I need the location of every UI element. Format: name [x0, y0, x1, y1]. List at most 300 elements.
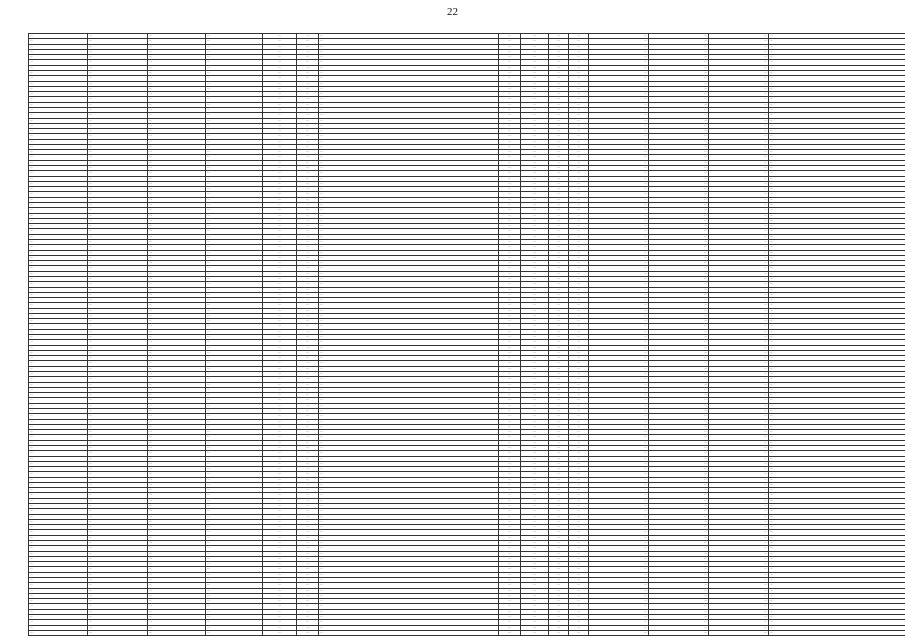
table-cell: …: [148, 382, 206, 387]
table-cell: …: [297, 329, 319, 334]
table-cell: …: [319, 329, 499, 334]
table-cell: …: [148, 472, 206, 477]
table-cell: …: [549, 408, 569, 413]
table-cell: …: [319, 408, 499, 413]
table-cell: …: [319, 419, 499, 424]
table-cell: …: [297, 139, 319, 144]
table-cell: …: [569, 113, 589, 118]
table-cell: …: [709, 123, 769, 128]
table-cell: …: [549, 107, 569, 112]
table-cell: …: [549, 350, 569, 355]
table-cell: …: [589, 276, 649, 281]
table-cell: …: [499, 197, 521, 202]
table-cell: …: [297, 630, 319, 635]
table-cell: …: [649, 382, 709, 387]
table-cell: …: [297, 493, 319, 498]
table-cell: …: [319, 498, 499, 503]
table-cell: …: [29, 456, 88, 461]
table-cell: …: [88, 218, 148, 223]
table-cell: …: [29, 519, 88, 524]
table-cell: …: [649, 107, 709, 112]
table-cell: …: [297, 519, 319, 524]
table-cell: …: [148, 546, 206, 551]
table-cell: …: [148, 567, 206, 572]
table-cell: …: [499, 234, 521, 239]
table-cell: …: [589, 408, 649, 413]
table-cell: …: [589, 313, 649, 318]
table-cell: …: [709, 181, 769, 186]
table-cell: …: [319, 504, 499, 509]
table-cell: …: [148, 76, 206, 81]
table-cell: …: [709, 477, 769, 482]
table-cell: …: [297, 609, 319, 614]
table-cell: …: [29, 324, 88, 329]
table-cell: …: [549, 335, 569, 340]
table-cell: …: [88, 451, 148, 456]
table-cell: …: [649, 139, 709, 144]
table-cell: …: [649, 192, 709, 197]
table-cell: …: [319, 430, 499, 435]
table-cell: …: [549, 593, 569, 598]
table-cell: …: [499, 192, 521, 197]
table-cell: …: [521, 239, 549, 244]
table-cell: …: [88, 350, 148, 355]
table-cell: …: [263, 319, 297, 324]
table-cell: …: [263, 519, 297, 524]
table-cell: …: [88, 298, 148, 303]
table-cell: …: [88, 319, 148, 324]
table-cell: …: [769, 482, 905, 487]
table-cell: …: [206, 102, 263, 107]
table-cell: …: [263, 282, 297, 287]
table-cell: …: [649, 276, 709, 281]
table-cell: …: [206, 97, 263, 102]
table-cell: …: [649, 245, 709, 250]
table-cell: …: [88, 408, 148, 413]
table-cell: …: [297, 160, 319, 165]
table-cell: …: [263, 361, 297, 366]
table-cell: …: [263, 451, 297, 456]
table-cell: …: [206, 245, 263, 250]
table-cell: …: [319, 551, 499, 556]
table-cell: …: [549, 213, 569, 218]
table-cell: …: [88, 118, 148, 123]
table-cell: …: [589, 60, 649, 65]
table-cell: …: [649, 514, 709, 519]
table-cell: …: [148, 350, 206, 355]
table-cell: …: [649, 625, 709, 630]
table-cell: …: [148, 562, 206, 567]
table-cell: …: [88, 271, 148, 276]
table-cell: …: [29, 245, 88, 250]
table-cell: …: [148, 456, 206, 461]
table-cell: …: [297, 456, 319, 461]
table-cell: …: [521, 266, 549, 271]
table-cell: …: [589, 472, 649, 477]
table-cell: …: [88, 583, 148, 588]
table-cell: …: [29, 49, 88, 54]
table-cell: …: [769, 139, 905, 144]
table-cell: …: [88, 535, 148, 540]
table-cell: …: [769, 403, 905, 408]
table-cell: …: [709, 266, 769, 271]
table-cell: …: [521, 377, 549, 382]
table-cell: …: [297, 197, 319, 202]
table-cell: …: [709, 546, 769, 551]
table-cell: …: [319, 239, 499, 244]
table-cell: …: [29, 366, 88, 371]
table-cell: …: [569, 599, 589, 604]
table-cell: …: [499, 430, 521, 435]
table-cell: …: [29, 144, 88, 149]
table-cell: …: [649, 187, 709, 192]
table-cell: …: [569, 345, 589, 350]
table-cell: …: [649, 551, 709, 556]
table-cell: …: [263, 424, 297, 429]
table-cell: …: [769, 255, 905, 260]
table-cell: …: [148, 361, 206, 366]
table-cell: …: [88, 424, 148, 429]
table-cell: …: [29, 556, 88, 561]
table-cell: …: [206, 419, 263, 424]
table-cell: …: [297, 86, 319, 91]
table-cell: …: [88, 55, 148, 60]
table-cell: …: [589, 324, 649, 329]
table-cell: …: [499, 86, 521, 91]
table-cell: …: [649, 282, 709, 287]
table-cell: …: [589, 419, 649, 424]
table-cell: …: [263, 113, 297, 118]
table-cell: …: [709, 414, 769, 419]
table-cell: …: [521, 625, 549, 630]
table-cell: …: [263, 514, 297, 519]
table-cell: …: [499, 599, 521, 604]
table-cell: …: [589, 166, 649, 171]
table-cell: …: [589, 430, 649, 435]
table-cell: …: [88, 604, 148, 609]
table-cell: …: [569, 356, 589, 361]
table-cell: …: [549, 229, 569, 234]
table-cell: …: [499, 488, 521, 493]
table-cell: …: [148, 234, 206, 239]
table-cell: …: [297, 271, 319, 276]
table-cell: …: [549, 224, 569, 229]
table-cell: …: [88, 335, 148, 340]
table-cell: …: [297, 292, 319, 297]
table-cell: …: [263, 65, 297, 70]
table-cell: …: [206, 107, 263, 112]
table-cell: …: [148, 377, 206, 382]
table-cell: …: [297, 97, 319, 102]
table-cell: …: [521, 276, 549, 281]
table-cell: …: [521, 113, 549, 118]
table-cell: …: [206, 298, 263, 303]
table-cell: …: [297, 176, 319, 181]
table-cell: …: [319, 350, 499, 355]
table-cell: …: [769, 250, 905, 255]
table-cell: …: [589, 70, 649, 75]
table-cell: …: [569, 86, 589, 91]
table-cell: …: [206, 387, 263, 392]
table-cell: …: [521, 477, 549, 482]
table-cell: …: [499, 541, 521, 546]
table-cell: …: [499, 445, 521, 450]
table-cell: …: [319, 372, 499, 377]
table-cell: …: [499, 345, 521, 350]
table-cell: …: [319, 255, 499, 260]
table-cell: …: [88, 60, 148, 65]
table-cell: …: [319, 229, 499, 234]
table-cell: …: [709, 118, 769, 123]
table-cell: …: [88, 76, 148, 81]
table-cell: …: [769, 498, 905, 503]
table-cell: …: [569, 319, 589, 324]
table-cell: …: [297, 208, 319, 213]
table-cell: …: [549, 451, 569, 456]
table-cell: …: [319, 546, 499, 551]
table-cell: …: [29, 504, 88, 509]
table-cell: …: [569, 155, 589, 160]
table-cell: …: [649, 414, 709, 419]
table-cell: …: [569, 218, 589, 223]
table-cell: …: [206, 377, 263, 382]
table-cell: …: [549, 234, 569, 239]
table-cell: …: [29, 303, 88, 308]
table-cell: …: [549, 86, 569, 91]
table-cell: …: [521, 86, 549, 91]
table-cell: …: [649, 519, 709, 524]
table-cell: …: [549, 70, 569, 75]
table-cell: …: [589, 292, 649, 297]
table-cell: …: [148, 319, 206, 324]
table-cell: …: [297, 403, 319, 408]
table-cell: …: [499, 614, 521, 619]
table-cell: …: [709, 255, 769, 260]
table-cell: …: [709, 139, 769, 144]
table-cell: …: [88, 250, 148, 255]
table-cell: …: [769, 472, 905, 477]
table-cell: …: [263, 614, 297, 619]
table-cell: …: [521, 107, 549, 112]
table-cell: …: [769, 113, 905, 118]
table-cell: …: [499, 139, 521, 144]
table-cell: …: [569, 372, 589, 377]
table-cell: …: [499, 155, 521, 160]
table-cell: …: [589, 224, 649, 229]
table-cell: …: [589, 234, 649, 239]
table-cell: …: [297, 113, 319, 118]
table-cell: …: [263, 92, 297, 97]
table-cell: …: [569, 150, 589, 155]
table-cell: …: [521, 234, 549, 239]
table-cell: …: [569, 572, 589, 577]
table-cell: …: [589, 160, 649, 165]
table-cell: …: [769, 430, 905, 435]
table-cell: …: [569, 70, 589, 75]
table-cell: …: [589, 345, 649, 350]
table-cell: …: [521, 335, 549, 340]
table-cell: …: [88, 467, 148, 472]
table-cell: …: [769, 366, 905, 371]
table-cell: …: [589, 382, 649, 387]
table-cell: …: [649, 509, 709, 514]
table-cell: …: [263, 340, 297, 345]
table-cell: …: [29, 609, 88, 614]
table-cell: …: [569, 187, 589, 192]
table-cell: …: [88, 49, 148, 54]
table-cell: …: [206, 65, 263, 70]
table-cell: …: [499, 562, 521, 567]
table-cell: …: [297, 213, 319, 218]
table-cell: …: [206, 187, 263, 192]
table-cell: …: [549, 34, 569, 39]
table-cell: …: [549, 266, 569, 271]
table-cell: …: [709, 541, 769, 546]
table-cell: …: [769, 49, 905, 54]
table-cell: …: [206, 303, 263, 308]
table-cell: …: [709, 567, 769, 572]
table-cell: …: [769, 229, 905, 234]
table-cell: …: [88, 414, 148, 419]
table-cell: …: [29, 403, 88, 408]
table-cell: …: [206, 345, 263, 350]
table-cell: …: [88, 134, 148, 139]
table-cell: …: [589, 377, 649, 382]
table-cell: …: [206, 504, 263, 509]
table-cell: …: [649, 461, 709, 466]
table-cell: …: [649, 65, 709, 70]
table-cell: …: [88, 187, 148, 192]
table-cell: …: [29, 276, 88, 281]
table-cell: …: [709, 203, 769, 208]
table-cell: …: [148, 408, 206, 413]
table-cell: …: [499, 49, 521, 54]
table-cell: …: [649, 324, 709, 329]
table-cell: …: [88, 171, 148, 176]
table-cell: …: [521, 292, 549, 297]
table-cell: …: [319, 271, 499, 276]
table-cell: …: [549, 298, 569, 303]
table-cell: …: [569, 261, 589, 266]
table-cell: …: [499, 408, 521, 413]
table-cell: …: [319, 81, 499, 86]
table-cell: …: [88, 361, 148, 366]
table-cell: …: [206, 150, 263, 155]
table-cell: …: [297, 49, 319, 54]
table-cell: …: [206, 535, 263, 540]
table-cell: …: [589, 482, 649, 487]
table-cell: …: [499, 218, 521, 223]
table-cell: …: [649, 541, 709, 546]
table-cell: …: [569, 171, 589, 176]
table-cell: …: [148, 55, 206, 60]
table-cell: …: [88, 430, 148, 435]
table-cell: …: [769, 144, 905, 149]
table-cell: …: [569, 229, 589, 234]
table-cell: …: [88, 81, 148, 86]
table-cell: …: [769, 60, 905, 65]
table-cell: …: [263, 224, 297, 229]
table-cell: …: [521, 224, 549, 229]
table-cell: …: [297, 382, 319, 387]
table-cell: …: [148, 129, 206, 134]
table-cell: …: [649, 134, 709, 139]
table-cell: …: [589, 440, 649, 445]
table-cell: …: [649, 372, 709, 377]
table-cell: …: [549, 271, 569, 276]
table-cell: …: [549, 482, 569, 487]
table-cell: …: [297, 556, 319, 561]
table-cell: …: [88, 477, 148, 482]
table-cell: …: [499, 493, 521, 498]
table-cell: …: [569, 393, 589, 398]
table-cell: …: [206, 144, 263, 149]
table-cell: …: [709, 234, 769, 239]
table-cell: …: [263, 504, 297, 509]
table-cell: …: [499, 424, 521, 429]
table-cell: …: [569, 34, 589, 39]
table-cell: …: [569, 118, 589, 123]
table-cell: …: [319, 144, 499, 149]
table-cell: …: [769, 530, 905, 535]
table-cell: …: [521, 60, 549, 65]
table-cell: …: [769, 488, 905, 493]
table-cell: …: [569, 271, 589, 276]
table-cell: …: [297, 65, 319, 70]
table-cell: …: [319, 139, 499, 144]
table-cell: …: [206, 134, 263, 139]
table-cell: …: [319, 44, 499, 49]
table-cell: …: [649, 49, 709, 54]
table-cell: …: [521, 461, 549, 466]
table-cell: …: [549, 250, 569, 255]
table-cell: …: [319, 472, 499, 477]
table-cell: …: [319, 583, 499, 588]
table-cell: …: [297, 350, 319, 355]
table-cell: …: [499, 107, 521, 112]
table-cell: …: [521, 81, 549, 86]
table-cell: …: [148, 482, 206, 487]
table-cell: …: [649, 530, 709, 535]
table-cell: …: [29, 509, 88, 514]
table-cell: …: [319, 187, 499, 192]
table-cell: …: [569, 287, 589, 292]
table-cell: …: [769, 303, 905, 308]
table-cell: …: [319, 335, 499, 340]
table-cell: …: [769, 324, 905, 329]
table-cell: …: [499, 65, 521, 70]
table-cell: …: [206, 39, 263, 44]
table-cell: …: [569, 335, 589, 340]
table-cell: …: [589, 139, 649, 144]
table-cell: …: [88, 245, 148, 250]
table-cell: …: [148, 345, 206, 350]
table-cell: …: [319, 245, 499, 250]
table-cell: …: [589, 514, 649, 519]
table-cell: …: [319, 76, 499, 81]
table-cell: …: [569, 440, 589, 445]
table-cell: …: [263, 107, 297, 112]
table-cell: …: [549, 599, 569, 604]
table-cell: …: [769, 419, 905, 424]
table-cell: …: [206, 276, 263, 281]
table-cell: …: [29, 630, 88, 635]
table-cell: …: [499, 176, 521, 181]
table-cell: …: [709, 224, 769, 229]
table-cell: …: [297, 366, 319, 371]
table-cell: …: [769, 176, 905, 181]
table-cell: …: [263, 60, 297, 65]
